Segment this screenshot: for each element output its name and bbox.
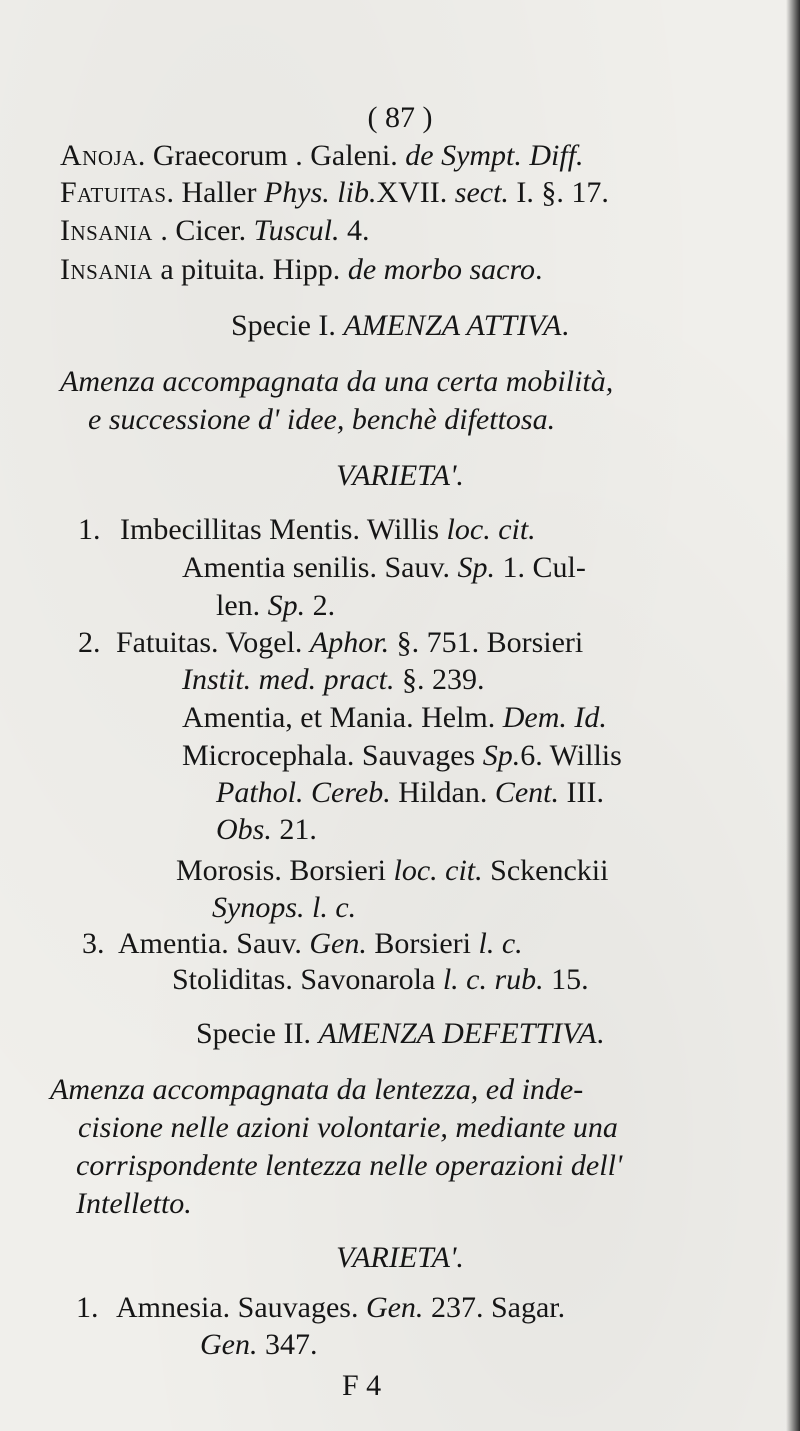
- synonym-line: [60, 213, 370, 249]
- species-description-line: e successione d' idee, benchè difettosa.: [88, 403, 556, 436]
- item-text: III.: [559, 776, 605, 809]
- text-italic: de Sympt. Diff.: [405, 139, 584, 172]
- synonym-line: [60, 252, 543, 288]
- term: Fatuitas: [60, 176, 167, 209]
- text: . Haller: [166, 176, 264, 209]
- item-text: 15.: [543, 963, 589, 996]
- synonym-line: [60, 175, 609, 211]
- item-text-italic: Sp.: [482, 739, 521, 772]
- item-text: 2.: [305, 589, 336, 622]
- item-text: Imbecillitas Mentis. Willis: [120, 513, 447, 546]
- text: .: [535, 253, 543, 286]
- species-description-line: Intelletto.: [76, 1187, 192, 1220]
- variety-item: [182, 662, 484, 698]
- item-text: 347.: [257, 1328, 318, 1361]
- term: Insania: [60, 253, 153, 286]
- item-number: 1.: [76, 1291, 99, 1324]
- item-text-italic: Aphor.: [309, 626, 390, 659]
- variety-item: [200, 1327, 317, 1363]
- item-text: Amentia. Sauv.: [118, 927, 310, 960]
- item-text-italic: Sp.: [457, 551, 496, 584]
- heading-end: .: [596, 1017, 604, 1050]
- item-text-italic: Dem. Id.: [502, 701, 607, 734]
- text: XVII.: [376, 176, 455, 209]
- item-text: Microcephala. Sauvages: [182, 739, 483, 772]
- item-text: len.: [216, 589, 268, 622]
- item-text-italic: loc. cit.: [393, 854, 483, 887]
- item-text: Borsieri: [366, 927, 479, 960]
- item-text: 21.: [271, 813, 317, 846]
- item-text-italic: Cent.: [494, 776, 560, 809]
- item-text-italic: Gen.: [200, 1328, 258, 1361]
- item-text: 6. Willis: [520, 739, 622, 772]
- species-description-line: cisione nelle azioni volontarie, mediante una: [78, 1111, 618, 1144]
- species-heading: [0, 308, 800, 344]
- heading-roman: Specie I.: [230, 309, 344, 342]
- item-text: Fatuitas. Vogel.: [116, 626, 310, 659]
- species-description-line: corrispondente lentezza nelle operazioni dell': [76, 1149, 623, 1182]
- text: . Cicer.: [152, 214, 254, 247]
- item-text-italic: l. c. rub.: [442, 963, 544, 996]
- variety-item: [82, 926, 523, 962]
- variety-item: [182, 738, 622, 774]
- heading-italic: AMENZA ATTIVA: [343, 309, 562, 342]
- text: a pituita. Hipp.: [152, 253, 348, 286]
- item-text: Amnesia. Sauvages.: [116, 1291, 366, 1324]
- text: . Graecorum . Galeni.: [137, 139, 406, 172]
- text-italic: sect.: [454, 176, 509, 209]
- variety-item: [216, 588, 335, 624]
- variety-item: [182, 550, 586, 586]
- species-description-line: Amenza accompagnata da una certa mobilità,: [60, 365, 614, 398]
- item-text-italic: Instit. med. pract.: [182, 663, 395, 696]
- heading-end: .: [561, 309, 570, 342]
- page-edge-shadow: [786, 0, 800, 1431]
- variety-item: [216, 775, 604, 811]
- variety-item: [216, 812, 317, 848]
- item-text-italic: loc. cit.: [446, 513, 536, 546]
- heading-italic: AMENZA DEFETTIVA: [318, 1017, 597, 1050]
- item-text: §. 751. Borsieri: [389, 626, 584, 659]
- item-number: 1.: [78, 513, 101, 546]
- page-number: ( 87 ): [367, 101, 433, 134]
- varieta-heading: VARIETA'.: [336, 1241, 464, 1274]
- text-italic: de morbo sacro: [347, 253, 536, 286]
- item-text: 237. Sagar.: [423, 1291, 566, 1324]
- item-number: 2.: [78, 626, 101, 659]
- variety-item: [78, 512, 536, 548]
- variety-item: [76, 1290, 565, 1326]
- item-text: Morosis. Borsieri: [176, 854, 394, 887]
- species-description-line: Amenza accompagnata da lentezza, ed inde-: [50, 1073, 584, 1106]
- variety-item: [182, 700, 607, 736]
- item-number: 3.: [82, 927, 105, 960]
- item-text: Amentia, et Mania. Helm.: [182, 701, 503, 734]
- text-italic: Tuscul.: [253, 214, 340, 247]
- term: Insania: [60, 214, 153, 247]
- species-heading: [0, 1016, 800, 1052]
- item-text-italic: Gen.: [365, 1291, 424, 1324]
- item-text-italic: l. c.: [478, 927, 523, 960]
- item-text: Stoliditas. Savonarola: [172, 963, 443, 996]
- text: 4.: [339, 214, 370, 247]
- synonym-line: [60, 138, 584, 174]
- varieta-heading: VARIETA'.: [336, 459, 464, 492]
- item-text-italic: Sp.: [267, 589, 306, 622]
- variety-item: [172, 962, 589, 998]
- text-italic: Phys. lib.: [263, 176, 377, 209]
- item-text: 1. Cul-: [495, 551, 586, 584]
- item-text-italic: Gen.: [309, 927, 367, 960]
- variety-item: [212, 890, 356, 926]
- variety-item: [78, 625, 583, 661]
- heading-roman: Specie II.: [196, 1017, 319, 1050]
- item-text: §. 239.: [394, 663, 485, 696]
- item-text-italic: Obs.: [216, 813, 272, 846]
- term: Anoja: [60, 139, 138, 172]
- variety-item: [176, 853, 608, 889]
- item-text: Hildan.: [390, 776, 495, 809]
- item-text: Sckenckii: [482, 854, 609, 887]
- item-text-italic: Pathol. Cereb.: [216, 776, 391, 809]
- text: I. §. 17.: [508, 176, 609, 209]
- item-text: Amentia senilis. Sauv.: [182, 551, 458, 584]
- item-text-italic: Synops. l. c.: [212, 891, 357, 924]
- signature-mark: F 4: [342, 1369, 382, 1402]
